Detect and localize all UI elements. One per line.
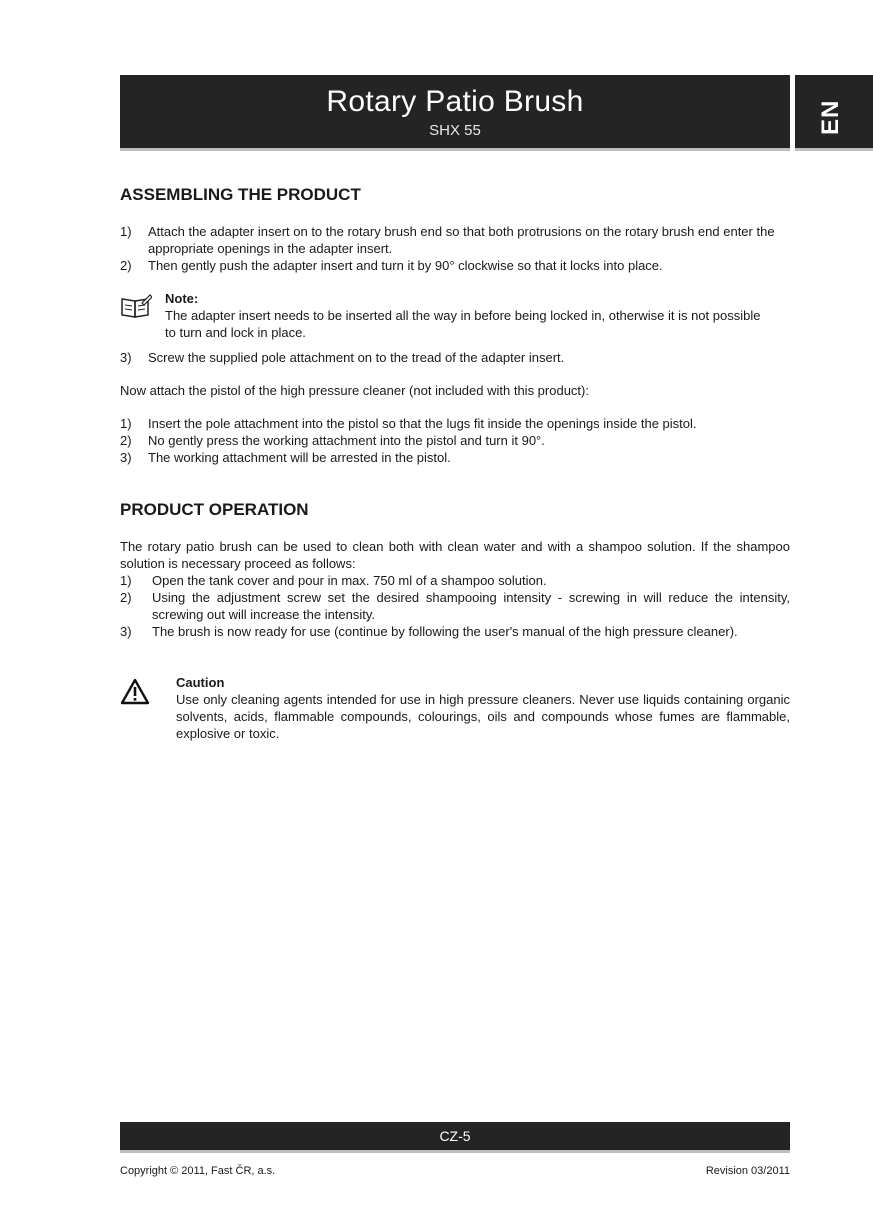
note-box xyxy=(120,290,790,341)
note-text: to turn and lock in place. xyxy=(165,325,306,340)
list-item: 2) Using the adjustment screw set the desired shampooing intensity - screwing in will reduce the intensity, screwing out will increase the intensity. xyxy=(120,590,790,622)
operation-steps xyxy=(120,572,790,640)
assembling-heading: ASSEMBLING THE PRODUCT xyxy=(120,185,361,204)
copyright: Copyright © 2011, Fast ČR, a.s. xyxy=(120,1165,276,1177)
warning-icon xyxy=(120,674,176,742)
pistol-intro: Now attach the pistol of the high pressure cleaner (not included with this product): xyxy=(120,383,589,398)
language-label: EN xyxy=(817,99,844,135)
list-item: 2) No gently press the working attachment into the pistol and turn it 90°. xyxy=(120,433,545,448)
caution-title: Caution xyxy=(176,675,225,690)
note-book-icon xyxy=(120,290,165,341)
note-text: The adapter insert needs to be inserted all the way in before being locked in, otherwise it is not possible xyxy=(165,308,761,323)
page-number-bar xyxy=(120,1122,790,1150)
list-item: 1) Open the tank cover and pour in max. 750 ml of a shampoo solution. xyxy=(120,573,547,588)
pistol-steps xyxy=(120,415,790,466)
assembling-steps xyxy=(120,223,790,274)
title-bar xyxy=(120,75,790,148)
page-number: CZ-5 xyxy=(439,1128,471,1144)
main-content xyxy=(120,185,790,742)
operation-intro: The rotary patio brush can be used to clean both with clean water and with a shampoo solution. If the shampoo solution is necessary proceed as follows: xyxy=(120,539,790,571)
page-title: Rotary Patio Brush xyxy=(326,85,584,118)
list-item: 3) Screw the supplied pole attachment on to the tread of the adapter insert. xyxy=(120,350,565,365)
revision: Revision 03/2011 xyxy=(705,1165,790,1177)
list-item: 3) The working attachment will be arrested in the pistol. xyxy=(120,450,451,465)
list-item: 1) Attach the adapter insert on to the rotary brush end so that both protrusions on the rotary brush end enter the appropriate openings in the adapter insert. xyxy=(120,224,775,256)
operation-heading: PRODUCT OPERATION xyxy=(120,500,309,519)
caution-text: Use only cleaning agents intended for use in high pressure cleaners. Never use liquids containing organic solvents, acids, flammable compounds, colourings, oils and compounds whose fumes are flammable, explosive or toxic. xyxy=(176,692,790,741)
model-number: SHX 55 xyxy=(429,122,481,139)
list-item: 3) The brush is now ready for use (continue by following the user's manual of the high pressure cleaner). xyxy=(120,624,738,639)
list-item: 1) Insert the pole attachment into the pistol so that the lugs fit inside the openings inside the pistol. xyxy=(120,416,697,431)
list-item: 2) Then gently push the adapter insert and turn it by 90° clockwise so that it locks into place. xyxy=(120,258,663,273)
language-tab xyxy=(795,75,873,148)
note-title: Note: xyxy=(165,291,199,306)
caution-box xyxy=(120,674,790,742)
